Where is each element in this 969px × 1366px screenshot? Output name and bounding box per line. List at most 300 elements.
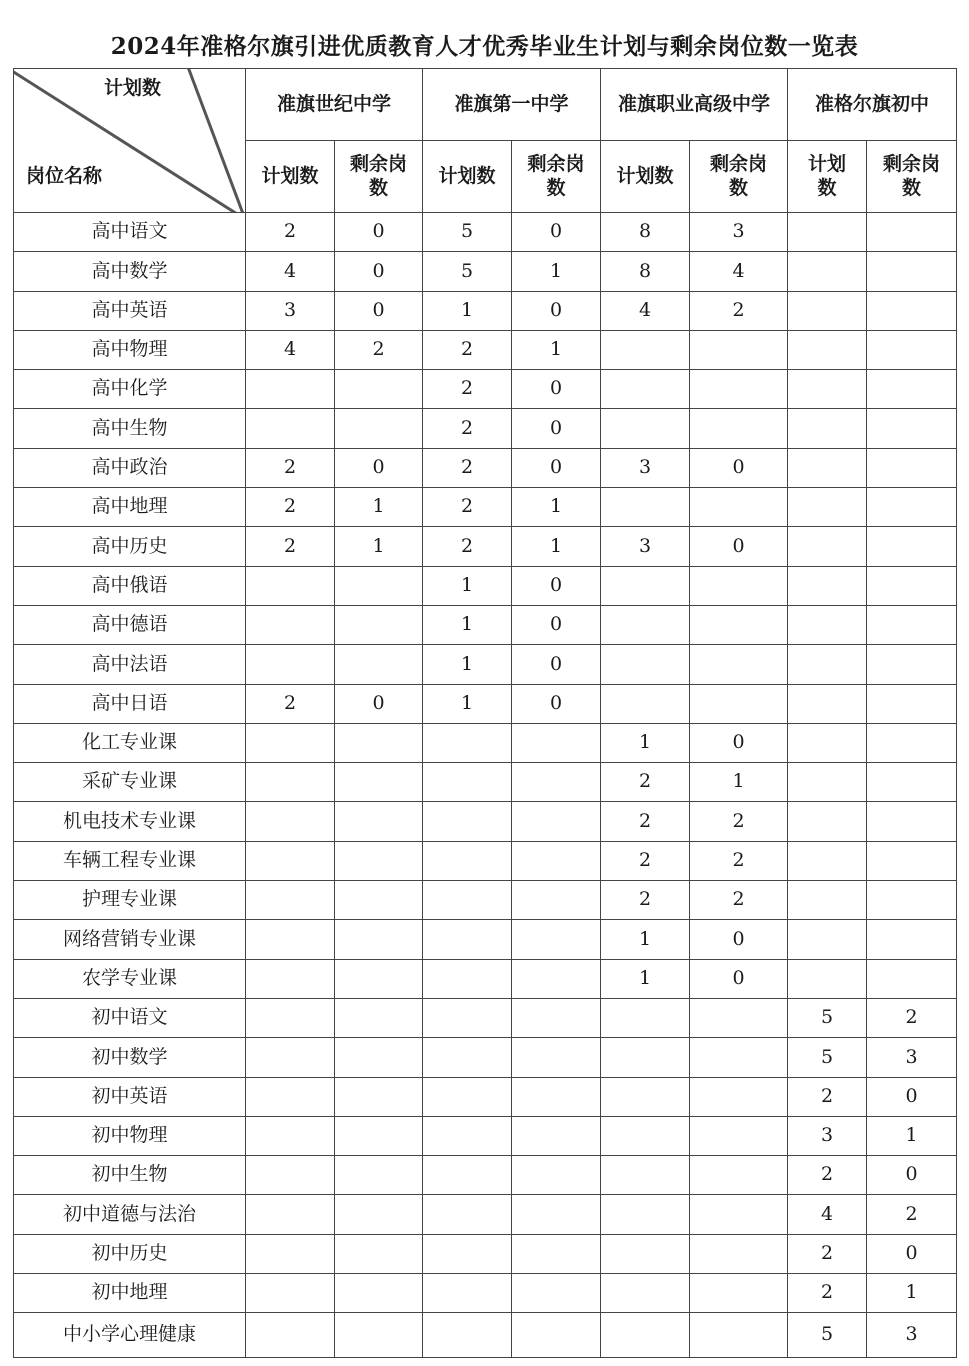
plan-count-cell [423, 920, 512, 959]
position-name-cell: 初中英语 [14, 1077, 246, 1116]
table-row [14, 841, 957, 880]
remaining-count-cell: 0 [690, 527, 788, 566]
plan-count-cell [246, 1077, 335, 1116]
page-title: 2024年准格尔旗引进优质教育人才优秀毕业生计划与剩余岗位数一览表 [110, 33, 859, 60]
remaining-count-cell: 0 [512, 370, 601, 409]
plan-count-cell [423, 841, 512, 880]
table-row [14, 1156, 957, 1195]
plan-count-cell [601, 1038, 690, 1077]
remaining-count-cell [335, 1274, 423, 1313]
remaining-count-cell [512, 1077, 601, 1116]
plan-count-cell [423, 1195, 512, 1234]
remaining-count-cell: 0 [512, 605, 601, 644]
remaining-count-cell [690, 1313, 788, 1358]
remaining-count-cell [867, 723, 957, 762]
remaining-count-cell [867, 802, 957, 841]
position-name-cell: 高中地理 [14, 488, 246, 527]
school-header: 准格尔旗初中 [788, 69, 957, 141]
plan-count-cell [423, 1313, 512, 1358]
plan-count-cell: 2 [601, 841, 690, 880]
plan-count-cell [788, 330, 867, 369]
table-row [14, 1313, 957, 1358]
position-name-cell: 初中物理 [14, 1116, 246, 1155]
plan-count-cell [423, 1156, 512, 1195]
remaining-count-cell [512, 723, 601, 762]
table-row [14, 330, 957, 369]
remaining-count-cell: 0 [512, 566, 601, 605]
remaining-count-cell: 2 [690, 881, 788, 920]
plan-count-cell: 4 [601, 291, 690, 330]
remaining-count-cell [335, 1077, 423, 1116]
plan-count-cell: 5 [788, 1313, 867, 1358]
remaining-count-cell [335, 409, 423, 448]
positions-table [13, 68, 957, 1358]
remaining-count-cell: 0 [690, 448, 788, 487]
plan-count-cell: 2 [246, 684, 335, 723]
plan-count-cell: 1 [601, 959, 690, 998]
plan-count-cell [246, 1313, 335, 1358]
remaining-count-cell [867, 370, 957, 409]
subheader-remaining: 剩余岗数 [335, 141, 423, 213]
position-name-cell: 初中历史 [14, 1234, 246, 1273]
remaining-count-cell [690, 645, 788, 684]
remaining-count-cell: 0 [512, 213, 601, 252]
remaining-count-cell [690, 488, 788, 527]
plan-count-cell [601, 1116, 690, 1155]
plan-count-cell: 3 [601, 448, 690, 487]
plan-count-cell [788, 841, 867, 880]
table-row [14, 998, 957, 1037]
remaining-count-cell [512, 1313, 601, 1358]
remaining-count-cell [512, 1195, 601, 1234]
position-name-cell: 化工专业课 [14, 723, 246, 762]
remaining-count-cell [867, 448, 957, 487]
school-header: 准旗第一中学 [423, 69, 601, 141]
table-row [14, 881, 957, 920]
plan-count-cell [246, 841, 335, 880]
position-name-cell: 高中政治 [14, 448, 246, 487]
remaining-count-cell [690, 605, 788, 644]
remaining-count-cell [335, 1116, 423, 1155]
plan-count-cell [423, 998, 512, 1037]
remaining-count-cell [867, 684, 957, 723]
plan-count-cell [246, 881, 335, 920]
remaining-count-cell [867, 605, 957, 644]
remaining-count-cell: 0 [512, 291, 601, 330]
plan-count-cell: 2 [423, 370, 512, 409]
position-name-cell: 网络营销专业课 [14, 920, 246, 959]
plan-count-cell [601, 645, 690, 684]
plan-count-cell [788, 566, 867, 605]
remaining-count-cell [335, 881, 423, 920]
remaining-count-cell [335, 645, 423, 684]
remaining-count-cell: 1 [512, 488, 601, 527]
plan-count-cell: 5 [423, 252, 512, 291]
remaining-count-cell [335, 723, 423, 762]
plan-count-cell [246, 370, 335, 409]
plan-count-cell [788, 645, 867, 684]
plan-count-cell: 5 [423, 213, 512, 252]
plan-count-cell [601, 605, 690, 644]
remaining-count-cell: 0 [335, 684, 423, 723]
remaining-count-cell: 0 [335, 213, 423, 252]
remaining-count-cell [690, 1195, 788, 1234]
plan-count-cell [601, 330, 690, 369]
remaining-count-cell [867, 213, 957, 252]
plan-count-cell [788, 527, 867, 566]
plan-count-cell [246, 1274, 335, 1313]
plan-count-cell: 1 [423, 605, 512, 644]
remaining-count-cell: 1 [690, 763, 788, 802]
remaining-count-cell [867, 959, 957, 998]
plan-count-cell [601, 1195, 690, 1234]
position-name-cell: 采矿专业课 [14, 763, 246, 802]
plan-count-cell [601, 1234, 690, 1273]
position-name-cell: 高中物理 [14, 330, 246, 369]
position-name-cell: 护理专业课 [14, 881, 246, 920]
position-name-cell: 农学专业课 [14, 959, 246, 998]
table-row [14, 566, 957, 605]
position-name-cell: 高中语文 [14, 213, 246, 252]
remaining-count-cell [335, 566, 423, 605]
remaining-count-cell: 2 [867, 1195, 957, 1234]
remaining-count-cell: 1 [512, 330, 601, 369]
plan-count-cell [601, 998, 690, 1037]
plan-count-cell [246, 1156, 335, 1195]
plan-count-cell [788, 252, 867, 291]
remaining-count-cell [867, 291, 957, 330]
remaining-count-cell [512, 802, 601, 841]
corner-label-plan: 计划数 [104, 77, 162, 99]
remaining-count-cell [867, 330, 957, 369]
plan-count-cell [601, 1077, 690, 1116]
remaining-count-cell [512, 998, 601, 1037]
table-row [14, 1077, 957, 1116]
table-row [14, 1116, 957, 1155]
plan-count-cell: 2 [246, 213, 335, 252]
position-name-cell: 高中化学 [14, 370, 246, 409]
plan-count-cell [788, 881, 867, 920]
corner-header-cell [14, 69, 246, 213]
plan-count-cell [246, 1038, 335, 1077]
plan-count-cell: 2 [788, 1077, 867, 1116]
remaining-count-cell [690, 409, 788, 448]
remaining-count-cell: 0 [867, 1077, 957, 1116]
remaining-count-cell: 2 [867, 998, 957, 1037]
plan-count-cell [601, 1156, 690, 1195]
plan-count-cell: 2 [423, 488, 512, 527]
remaining-count-cell: 1 [512, 252, 601, 291]
remaining-count-cell [335, 841, 423, 880]
plan-count-cell [788, 802, 867, 841]
table-row [14, 370, 957, 409]
plan-count-cell: 2 [423, 330, 512, 369]
remaining-count-cell [335, 959, 423, 998]
remaining-count-cell [867, 488, 957, 527]
plan-count-cell [246, 645, 335, 684]
plan-count-cell: 4 [788, 1195, 867, 1234]
remaining-count-cell [867, 527, 957, 566]
remaining-count-cell: 0 [335, 252, 423, 291]
position-name-cell: 高中日语 [14, 684, 246, 723]
plan-count-cell [788, 723, 867, 762]
remaining-count-cell [690, 566, 788, 605]
subheader-plan: 计划数 [788, 141, 867, 213]
table-row [14, 291, 957, 330]
position-name-cell: 高中生物 [14, 409, 246, 448]
remaining-count-cell: 1 [867, 1274, 957, 1313]
plan-count-cell: 3 [601, 527, 690, 566]
remaining-count-cell: 0 [690, 723, 788, 762]
plan-count-cell: 4 [246, 252, 335, 291]
position-name-cell: 高中法语 [14, 645, 246, 684]
remaining-count-cell: 2 [335, 330, 423, 369]
plan-count-cell: 2 [423, 409, 512, 448]
plan-count-cell [423, 1234, 512, 1273]
plan-count-cell [246, 409, 335, 448]
subheader-plan: 计划数 [423, 141, 512, 213]
plan-count-cell [788, 213, 867, 252]
plan-count-cell: 2 [601, 881, 690, 920]
remaining-count-cell [512, 959, 601, 998]
plan-count-cell [788, 488, 867, 527]
subheader-remaining: 剩余岗数 [867, 141, 957, 213]
plan-count-cell [601, 566, 690, 605]
remaining-count-cell [512, 1156, 601, 1195]
plan-count-cell: 5 [788, 1038, 867, 1077]
plan-count-cell [788, 920, 867, 959]
remaining-count-cell [335, 605, 423, 644]
plan-count-cell [246, 1195, 335, 1234]
remaining-count-cell [335, 1038, 423, 1077]
remaining-count-cell [867, 763, 957, 802]
plan-count-cell [788, 959, 867, 998]
school-header: 准旗职业高级中学 [601, 69, 788, 141]
remaining-count-cell [512, 881, 601, 920]
position-name-cell: 高中英语 [14, 291, 246, 330]
remaining-count-cell [335, 1195, 423, 1234]
plan-count-cell: 2 [601, 802, 690, 841]
remaining-count-cell [335, 763, 423, 802]
plan-count-cell [423, 881, 512, 920]
remaining-count-cell [867, 252, 957, 291]
plan-count-cell: 5 [788, 998, 867, 1037]
plan-count-cell [246, 802, 335, 841]
table-row [14, 723, 957, 762]
remaining-count-cell: 0 [512, 448, 601, 487]
plan-count-cell [246, 959, 335, 998]
plan-count-cell [246, 1116, 335, 1155]
position-name-cell: 高中俄语 [14, 566, 246, 605]
remaining-count-cell [512, 763, 601, 802]
plan-count-cell: 2 [246, 488, 335, 527]
remaining-count-cell: 0 [512, 409, 601, 448]
plan-count-cell: 1 [423, 291, 512, 330]
remaining-count-cell [335, 1234, 423, 1273]
remaining-count-cell: 0 [690, 920, 788, 959]
plan-count-cell [246, 763, 335, 802]
plan-count-cell [788, 763, 867, 802]
table-row [14, 959, 957, 998]
remaining-count-cell: 1 [867, 1116, 957, 1155]
plan-count-cell: 2 [601, 763, 690, 802]
position-name-cell: 机电技术专业课 [14, 802, 246, 841]
plan-count-cell: 2 [423, 448, 512, 487]
remaining-count-cell [335, 920, 423, 959]
plan-count-cell: 4 [246, 330, 335, 369]
plan-count-cell [788, 448, 867, 487]
subheader-plan: 计划数 [246, 141, 335, 213]
plan-count-cell: 1 [601, 723, 690, 762]
table-row [14, 409, 957, 448]
remaining-count-cell [512, 1038, 601, 1077]
table-row [14, 684, 957, 723]
plan-count-cell [788, 684, 867, 723]
position-name-cell: 车辆工程专业课 [14, 841, 246, 880]
remaining-count-cell [867, 920, 957, 959]
remaining-count-cell: 1 [335, 488, 423, 527]
remaining-count-cell: 3 [867, 1038, 957, 1077]
table-row [14, 1274, 957, 1313]
plan-count-cell: 1 [423, 645, 512, 684]
table-row [14, 213, 957, 252]
plan-count-cell [246, 566, 335, 605]
plan-count-cell [788, 605, 867, 644]
subheader-plan: 计划数 [601, 141, 690, 213]
plan-count-cell [246, 1234, 335, 1273]
remaining-count-cell [335, 998, 423, 1037]
remaining-count-cell [335, 802, 423, 841]
remaining-count-cell: 2 [690, 291, 788, 330]
plan-count-cell: 2 [788, 1156, 867, 1195]
remaining-count-cell [690, 1077, 788, 1116]
remaining-count-cell [512, 920, 601, 959]
plan-count-cell: 2 [423, 527, 512, 566]
remaining-count-cell: 1 [335, 527, 423, 566]
remaining-count-cell: 0 [512, 684, 601, 723]
remaining-count-cell: 1 [512, 527, 601, 566]
position-name-cell: 高中历史 [14, 527, 246, 566]
table-row [14, 1234, 957, 1273]
remaining-count-cell: 0 [867, 1234, 957, 1273]
position-name-cell: 高中德语 [14, 605, 246, 644]
plan-count-cell [423, 1038, 512, 1077]
remaining-count-cell [690, 998, 788, 1037]
remaining-count-cell [867, 881, 957, 920]
table-row [14, 488, 957, 527]
table-row [14, 763, 957, 802]
remaining-count-cell [335, 1156, 423, 1195]
plan-count-cell: 3 [788, 1116, 867, 1155]
position-name-cell: 初中生物 [14, 1156, 246, 1195]
table-row [14, 645, 957, 684]
plan-count-cell [601, 684, 690, 723]
plan-count-cell [423, 1274, 512, 1313]
table-row [14, 605, 957, 644]
table-row [14, 448, 957, 487]
remaining-count-cell [690, 1038, 788, 1077]
plan-count-cell: 3 [246, 291, 335, 330]
plan-count-cell [246, 920, 335, 959]
table-row [14, 1195, 957, 1234]
remaining-count-cell: 3 [690, 213, 788, 252]
table-row [14, 920, 957, 959]
position-name-cell: 初中数学 [14, 1038, 246, 1077]
school-header: 准旗世纪中学 [246, 69, 423, 141]
remaining-count-cell [512, 841, 601, 880]
plan-count-cell: 2 [788, 1234, 867, 1273]
remaining-count-cell [335, 1313, 423, 1358]
remaining-count-cell [690, 370, 788, 409]
subheader-remaining: 剩余岗数 [690, 141, 788, 213]
plan-count-cell [423, 959, 512, 998]
remaining-count-cell [690, 330, 788, 369]
remaining-count-cell [690, 1156, 788, 1195]
plan-count-cell [601, 370, 690, 409]
plan-count-cell: 8 [601, 213, 690, 252]
position-name-cell: 初中地理 [14, 1274, 246, 1313]
remaining-count-cell: 0 [690, 959, 788, 998]
remaining-count-cell: 4 [690, 252, 788, 291]
remaining-count-cell [512, 1234, 601, 1273]
plan-count-cell [788, 291, 867, 330]
remaining-count-cell: 0 [512, 645, 601, 684]
plan-count-cell [601, 1274, 690, 1313]
remaining-count-cell [512, 1274, 601, 1313]
position-name-cell: 初中语文 [14, 998, 246, 1037]
plan-count-cell [601, 409, 690, 448]
plan-count-cell [788, 409, 867, 448]
table-row [14, 802, 957, 841]
plan-count-cell [246, 605, 335, 644]
plan-count-cell [423, 802, 512, 841]
remaining-count-cell [867, 841, 957, 880]
position-name-cell: 中小学心理健康 [14, 1313, 246, 1358]
remaining-count-cell [867, 409, 957, 448]
corner-label-position: 岗位名称 [26, 165, 103, 187]
table-row [14, 1038, 957, 1077]
plan-count-cell: 2 [246, 448, 335, 487]
remaining-count-cell: 0 [867, 1156, 957, 1195]
plan-count-cell [423, 1116, 512, 1155]
remaining-count-cell [690, 1274, 788, 1313]
remaining-count-cell [335, 370, 423, 409]
plan-count-cell [423, 723, 512, 762]
table-row [14, 527, 957, 566]
position-name-cell: 初中道德与法治 [14, 1195, 246, 1234]
remaining-count-cell [690, 1234, 788, 1273]
plan-count-cell [246, 998, 335, 1037]
subheader-remaining: 剩余岗数 [512, 141, 601, 213]
remaining-count-cell [867, 645, 957, 684]
remaining-count-cell: 3 [867, 1313, 957, 1358]
remaining-count-cell [512, 1116, 601, 1155]
plan-count-cell [246, 723, 335, 762]
plan-count-cell: 1 [423, 566, 512, 605]
plan-count-cell: 2 [788, 1274, 867, 1313]
plan-count-cell: 2 [246, 527, 335, 566]
plan-count-cell [601, 488, 690, 527]
remaining-count-cell: 0 [335, 291, 423, 330]
remaining-count-cell: 0 [335, 448, 423, 487]
remaining-count-cell [867, 566, 957, 605]
remaining-count-cell: 2 [690, 841, 788, 880]
plan-count-cell: 1 [423, 684, 512, 723]
position-name-cell: 高中数学 [14, 252, 246, 291]
remaining-count-cell [690, 684, 788, 723]
remaining-count-cell: 2 [690, 802, 788, 841]
plan-count-cell: 8 [601, 252, 690, 291]
